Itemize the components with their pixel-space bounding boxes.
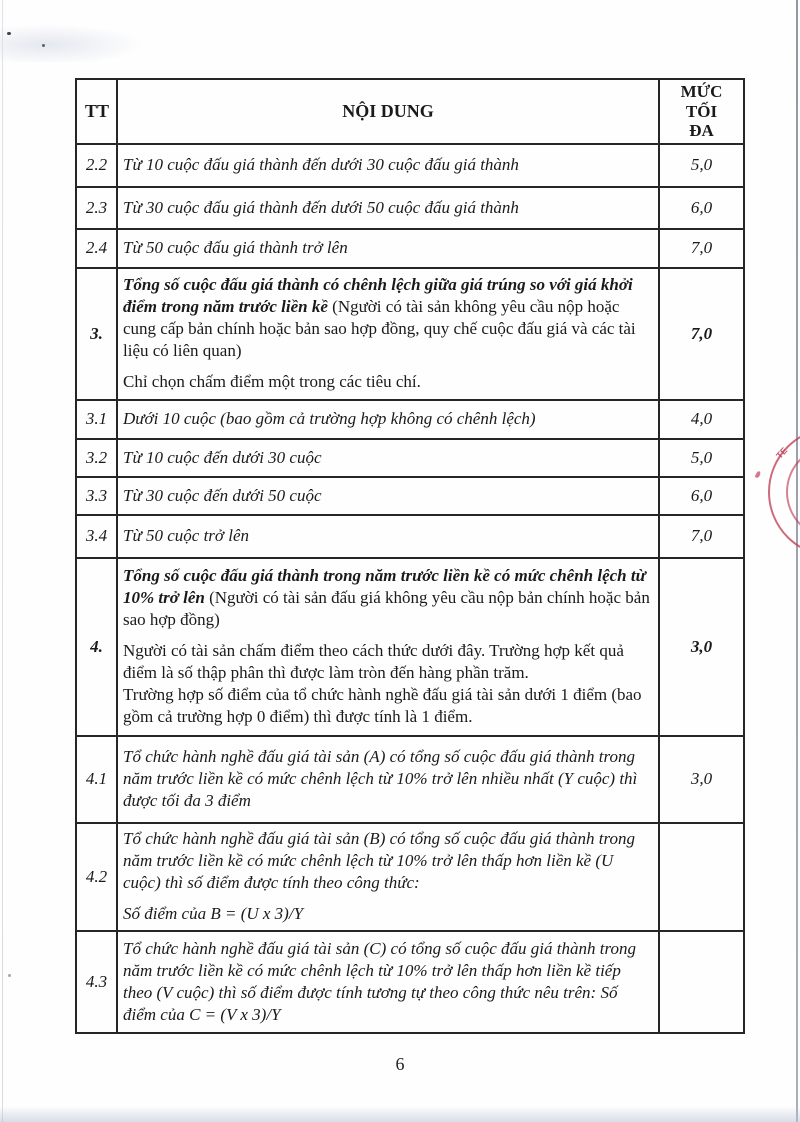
criterion-formula: Số điểm của B = (U x 3)/Y: [123, 904, 304, 924]
stamp-text-fragment: TE: [774, 445, 790, 461]
row-content-cell: Tổ chức hành nghề đấu giá tài sản (C) có tổng số cuộc đấu giá thành trong năm trước liền kề có mức chênh lệch từ 10% trở lên thấp hơn liền kề tiếp theo (V cuộc) thì số điểm được tính tương tự theo công thức nêu trên: Số điểm của C = (V x 3)/Y: [117, 931, 659, 1033]
row-max-score-cell: 5,0: [659, 144, 744, 187]
row-max-score-cell: 7,0: [659, 515, 744, 558]
row-number-cell: 3.: [76, 268, 117, 400]
row-number-cell: 4.2: [76, 823, 117, 931]
table-row: [76, 823, 744, 931]
row-number-cell: 2.3: [76, 187, 117, 229]
table-header-row: [76, 79, 744, 144]
column-header-content: NỘI DUNG: [117, 79, 659, 144]
criterion-title-paragraph: [123, 274, 652, 362]
row-content-cell: Từ 10 cuộc đấu giá thành đến dưới 30 cuộc đấu giá thành: [117, 144, 659, 187]
row-number-cell: 3.2: [76, 439, 117, 477]
ink-speck: [7, 32, 11, 35]
table-row: [76, 187, 744, 229]
ink-speck: [8, 974, 11, 977]
row-content-cell: Từ 50 cuộc trở lên: [117, 515, 659, 558]
row-max-score-cell: 7,0: [659, 229, 744, 268]
row-max-score-cell: 7,0: [659, 268, 744, 400]
column-header-tt: TT: [76, 79, 117, 144]
red-seal-stamp: [748, 415, 800, 565]
row-max-score-cell: 6,0: [659, 477, 744, 515]
column-header-max: MỨC TỐI ĐA: [659, 79, 744, 144]
table-row: [76, 268, 744, 400]
row-max-score-cell: 4,0: [659, 400, 744, 439]
row-content-cell: [117, 823, 659, 931]
criterion-instruction: Trường hợp số điểm của tổ chức hành nghề đấu giá tài sản dưới 1 điểm (bao gồm cả trường hợp 0 điểm) thì được tính là 1 điểm.: [123, 685, 642, 726]
criterion-title-paragraph: [123, 565, 652, 631]
stamp-mark-icon: [755, 470, 762, 478]
row-number-cell: 2.4: [76, 229, 117, 268]
row-content-cell: [117, 558, 659, 736]
row-number-cell: 4.1: [76, 736, 117, 823]
table-row: [76, 400, 744, 439]
page-number: 6: [395, 1054, 405, 1074]
criterion-note: (Người có tài sản đấu giá không yêu cầu nộp bản chính hoặc bản sao hợp đồng): [123, 588, 650, 630]
row-number-cell: 4.: [76, 558, 117, 736]
row-content-cell: Từ 30 cuộc đến dưới 50 cuộc: [117, 477, 659, 515]
row-number-cell: 3.1: [76, 400, 117, 439]
scoring-criteria-table: [75, 78, 745, 1034]
table-row: [76, 144, 744, 187]
criterion-title: Tổng số cuộc đấu giá thành có chênh lệch giữa giá trúng so với giá khởi điểm trong năm trước liền kề: [123, 275, 633, 317]
row-content-cell: Tổ chức hành nghề đấu giá tài sản (A) có tổng số cuộc đấu giá thành trong năm trước liền kề có mức chênh lệch từ 10% trở lên nhiều nhất (Y cuộc) thì được tối đa 3 điểm: [117, 736, 659, 823]
criterion-text: Tổ chức hành nghề đấu giá tài sản (B) có tổng số cuộc đấu giá thành trong năm trước liền kề có mức chênh lệch từ 10% trở lên thấp hơn liền kề (U cuộc) thì số điểm được tính theo công thức:: [123, 829, 635, 893]
ink-smudge: [0, 24, 144, 62]
row-content-cell: Từ 10 cuộc đến dưới 30 cuộc: [117, 439, 659, 477]
criterion-instruction: Người có tài sản chấm điểm theo cách thức dưới đây. Trường hợp kết quả điểm là số thập phân thì được làm tròn đến hàng phần trăm.: [123, 641, 624, 683]
table-row: [76, 229, 744, 268]
table-row: [76, 439, 744, 477]
row-max-score-cell: 6,0: [659, 187, 744, 229]
row-content-cell: Dưới 10 cuộc (bao gồm cả trường hợp không có chênh lệch): [117, 400, 659, 439]
scan-edge-left: [2, 0, 3, 1122]
row-max-score-cell: [659, 823, 744, 931]
table-row: [76, 515, 744, 558]
criterion-note: (Người có tài sản không yêu cầu nộp hoặc cung cấp bản chính hoặc bản sao hợp đồng, quy chế cuộc đấu giá và các tài liệu có liên quan): [123, 297, 636, 361]
ink-speck: [42, 44, 45, 47]
criterion-instruction: Chỉ chọn chấm điểm một trong các tiêu chí.: [123, 372, 421, 392]
row-content-cell: Từ 50 cuộc đấu giá thành trở lên: [117, 229, 659, 268]
table-row: [76, 558, 744, 736]
row-content-cell: Từ 30 cuộc đấu giá thành đến dưới 50 cuộc đấu giá thành: [117, 187, 659, 229]
row-number-cell: 3.3: [76, 477, 117, 515]
row-max-score-cell: 3,0: [659, 736, 744, 823]
row-content-cell: [117, 268, 659, 400]
row-max-score-cell: 3,0: [659, 558, 744, 736]
table-row: [76, 736, 744, 823]
criterion-title: Tổng số cuộc đấu giá thành trong năm trước liền kề có mức chênh lệch từ 10% trở lên: [123, 566, 646, 608]
row-max-score-cell: [659, 931, 744, 1033]
table-row: [76, 477, 744, 515]
row-max-score-cell: 5,0: [659, 439, 744, 477]
row-number-cell: 4.3: [76, 931, 117, 1033]
table-row: [76, 931, 744, 1033]
row-number-cell: 3.4: [76, 515, 117, 558]
row-number-cell: 2.2: [76, 144, 117, 187]
